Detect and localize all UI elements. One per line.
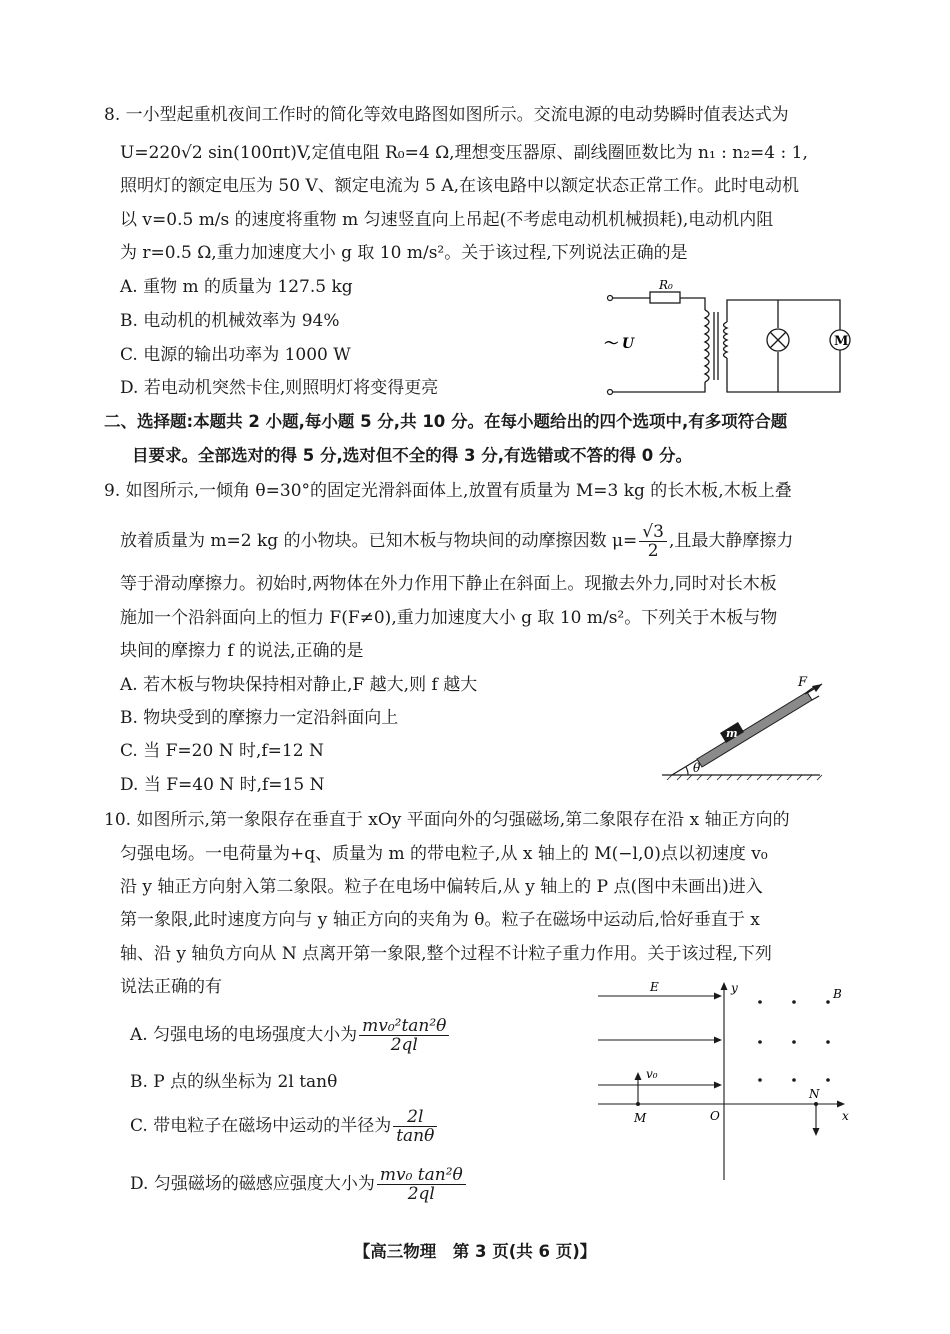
q9-line-4: 施加一个沿斜面向上的恒力 F(F≠0),重力加速度大小 g 取 10 m/s²。下列关于木板与物 — [120, 608, 778, 628]
n-point-label: N — [809, 1087, 820, 1101]
q10-option-a-text: A. 匀强电场的电场强度大小为 — [130, 1025, 358, 1045]
q10-option-d-fraction — [377, 1166, 466, 1203]
long-board — [697, 692, 812, 767]
angle-label: θ — [693, 761, 701, 775]
q10-a-numerator: mv₀²tan²θ — [359, 1017, 449, 1036]
motor-label: M — [834, 334, 849, 349]
mu-numerator: √3 — [639, 523, 667, 542]
q10-option-d-text: D. 匀强磁场的磁感应强度大小为 — [130, 1174, 375, 1194]
q8-line-3: 照明灯的额定电压为 50 V、额定电流为 5 A,在该电路中以额定状态正常工作。此时电动机 — [120, 176, 800, 196]
q9-line-3: 等于滑动摩擦力。初始时,两物体在外力作用下静止在斜面上。现撤去外力,同时对长木板 — [120, 574, 777, 594]
resistor-r0 — [650, 292, 680, 303]
q10-line-5: 轴、沿 y 轴负方向从 N 点离开第一象限,整个过程不计粒子重力作用。关于该过程,下列 — [120, 944, 772, 964]
y-axis-label: y — [731, 981, 738, 995]
section2-line-2: 目要求。全部选对的得 5 分,选对但不全的得 3 分,有选错或不答的得 0 分。 — [132, 446, 692, 465]
r0-label: R₀ — [659, 278, 673, 292]
q10-line-2: 匀强电场。一电荷量为+q、质量为 m 的带电粒子,从 x 轴上的 M(−l,0)点以初速度 v₀ — [120, 844, 768, 864]
q9-line-2-text: 放着质量为 m=2 kg 的小物块。已知木板与物块间的动摩擦因数 μ= — [120, 531, 638, 551]
q9-line-2 — [120, 523, 793, 560]
q8-line-4: 以 v=0.5 m/s 的速度将重物 m 匀速竖直向上吊起(不考虑电动机机械损耗),电动机内阻 — [120, 210, 774, 230]
q8-circuit-diagram — [595, 280, 855, 390]
q9-option-b: B. 物块受到的摩擦力一定沿斜面向上 — [120, 708, 399, 728]
section2-line-1: 二、选择题:本题共 2 小题,每小题 5 分,共 10 分。在每小题给出的四个选项中,有多项符合题 — [104, 412, 788, 431]
v0-label: v₀ — [646, 1067, 658, 1081]
q10-option-a-fraction — [359, 1017, 449, 1054]
origin-label: O — [710, 1109, 720, 1123]
secondary-coil — [724, 322, 728, 358]
q10-c-denominator: tanθ — [396, 1126, 435, 1146]
q10-line-1: 10. 如图所示,第一象限存在垂直于 xOy 平面向外的匀强磁场,第二象限存在沿 x 轴正方向的 — [104, 810, 790, 830]
q10-d-numerator: mv₀ tan²θ — [377, 1166, 466, 1185]
q8-option-b: B. 电动机的机械效率为 94% — [120, 311, 340, 331]
q10-line-4: 第一象限,此时速度方向与 y 轴正方向的夹角为 θ。粒子在磁场中运动后,恰好垂直于 x — [120, 910, 760, 930]
q8-line-1: 8. 一小型起重机夜间工作时的简化等效电路图如图所示。交流电源的电动势瞬时值表达式为 — [104, 105, 789, 125]
q10-option-c — [130, 1106, 439, 1146]
q10-option-c-text: C. 带电粒子在磁场中运动的半径为 — [130, 1116, 392, 1136]
m-point-label: M — [634, 1111, 647, 1125]
q10-line-6: 说法正确的有 — [120, 977, 222, 997]
q10-option-c-fraction — [393, 1108, 437, 1145]
q8-line-5: 为 r=0.5 Ω,重力加速度大小 g 取 10 m/s²。关于该过程,下列说法正确的是 — [120, 243, 688, 263]
q9-line-2-tail: ,且最大静摩擦力 — [668, 531, 794, 551]
q10-option-b: B. P 点的纵坐标为 2l tanθ — [130, 1072, 338, 1092]
q8-option-d: D. 若电动机突然卡住,则照明灯将变得更亮 — [120, 378, 439, 398]
q10-option-a — [130, 1015, 451, 1055]
mu-fraction — [639, 523, 667, 560]
e-field-label: E — [650, 980, 659, 994]
q9-line-1: 9. 如图所示,一倾角 θ=30°的固定光滑斜面体上,放置有质量为 M=3 kg 的长木板,木板上叠 — [104, 481, 792, 501]
q10-d-denominator: 2ql — [407, 1184, 435, 1204]
primary-coil — [705, 310, 709, 382]
force-arrow — [812, 696, 819, 700]
source-label: ～ U — [603, 336, 635, 352]
q9-option-c: C. 当 F=20 N 时,f=12 N — [120, 741, 324, 761]
q9-incline-diagram — [662, 672, 852, 782]
block-label: m — [726, 727, 738, 740]
q10-field-diagram — [590, 980, 860, 1180]
x-axis-label: x — [842, 1109, 849, 1123]
q9-option-a: A. 若木板与物块保持相对静止,F 越大,则 f 越大 — [120, 675, 478, 695]
q9-option-d: D. 当 F=40 N 时,f=15 N — [120, 775, 325, 795]
page-footer: 【高三物理 第 3 页(共 6 页)】 — [353, 1242, 597, 1261]
force-label: F — [798, 675, 808, 690]
q10-c-numerator: 2l — [393, 1108, 437, 1127]
q8-line-2: U=220√2 sin(100πt)V,定值电阻 R₀=4 Ω,理想变压器原、副线圈匝数比为 n₁ : n₂=4 : 1, — [120, 143, 808, 163]
mu-denominator: 2 — [647, 541, 659, 561]
q8-option-c: C. 电源的输出功率为 1000 W — [120, 345, 351, 365]
q10-a-denominator: 2ql — [390, 1035, 418, 1055]
q8-option-a: A. 重物 m 的质量为 127.5 kg — [120, 277, 353, 297]
b-field-label: B — [833, 987, 842, 1001]
q10-line-3: 沿 y 轴正方向射入第二象限。粒子在电场中偏转后,从 y 轴上的 P 点(图中未画出)进入 — [120, 877, 763, 897]
q10-option-d — [130, 1164, 468, 1204]
q9-line-5: 块间的摩擦力 f 的说法,正确的是 — [120, 641, 364, 661]
